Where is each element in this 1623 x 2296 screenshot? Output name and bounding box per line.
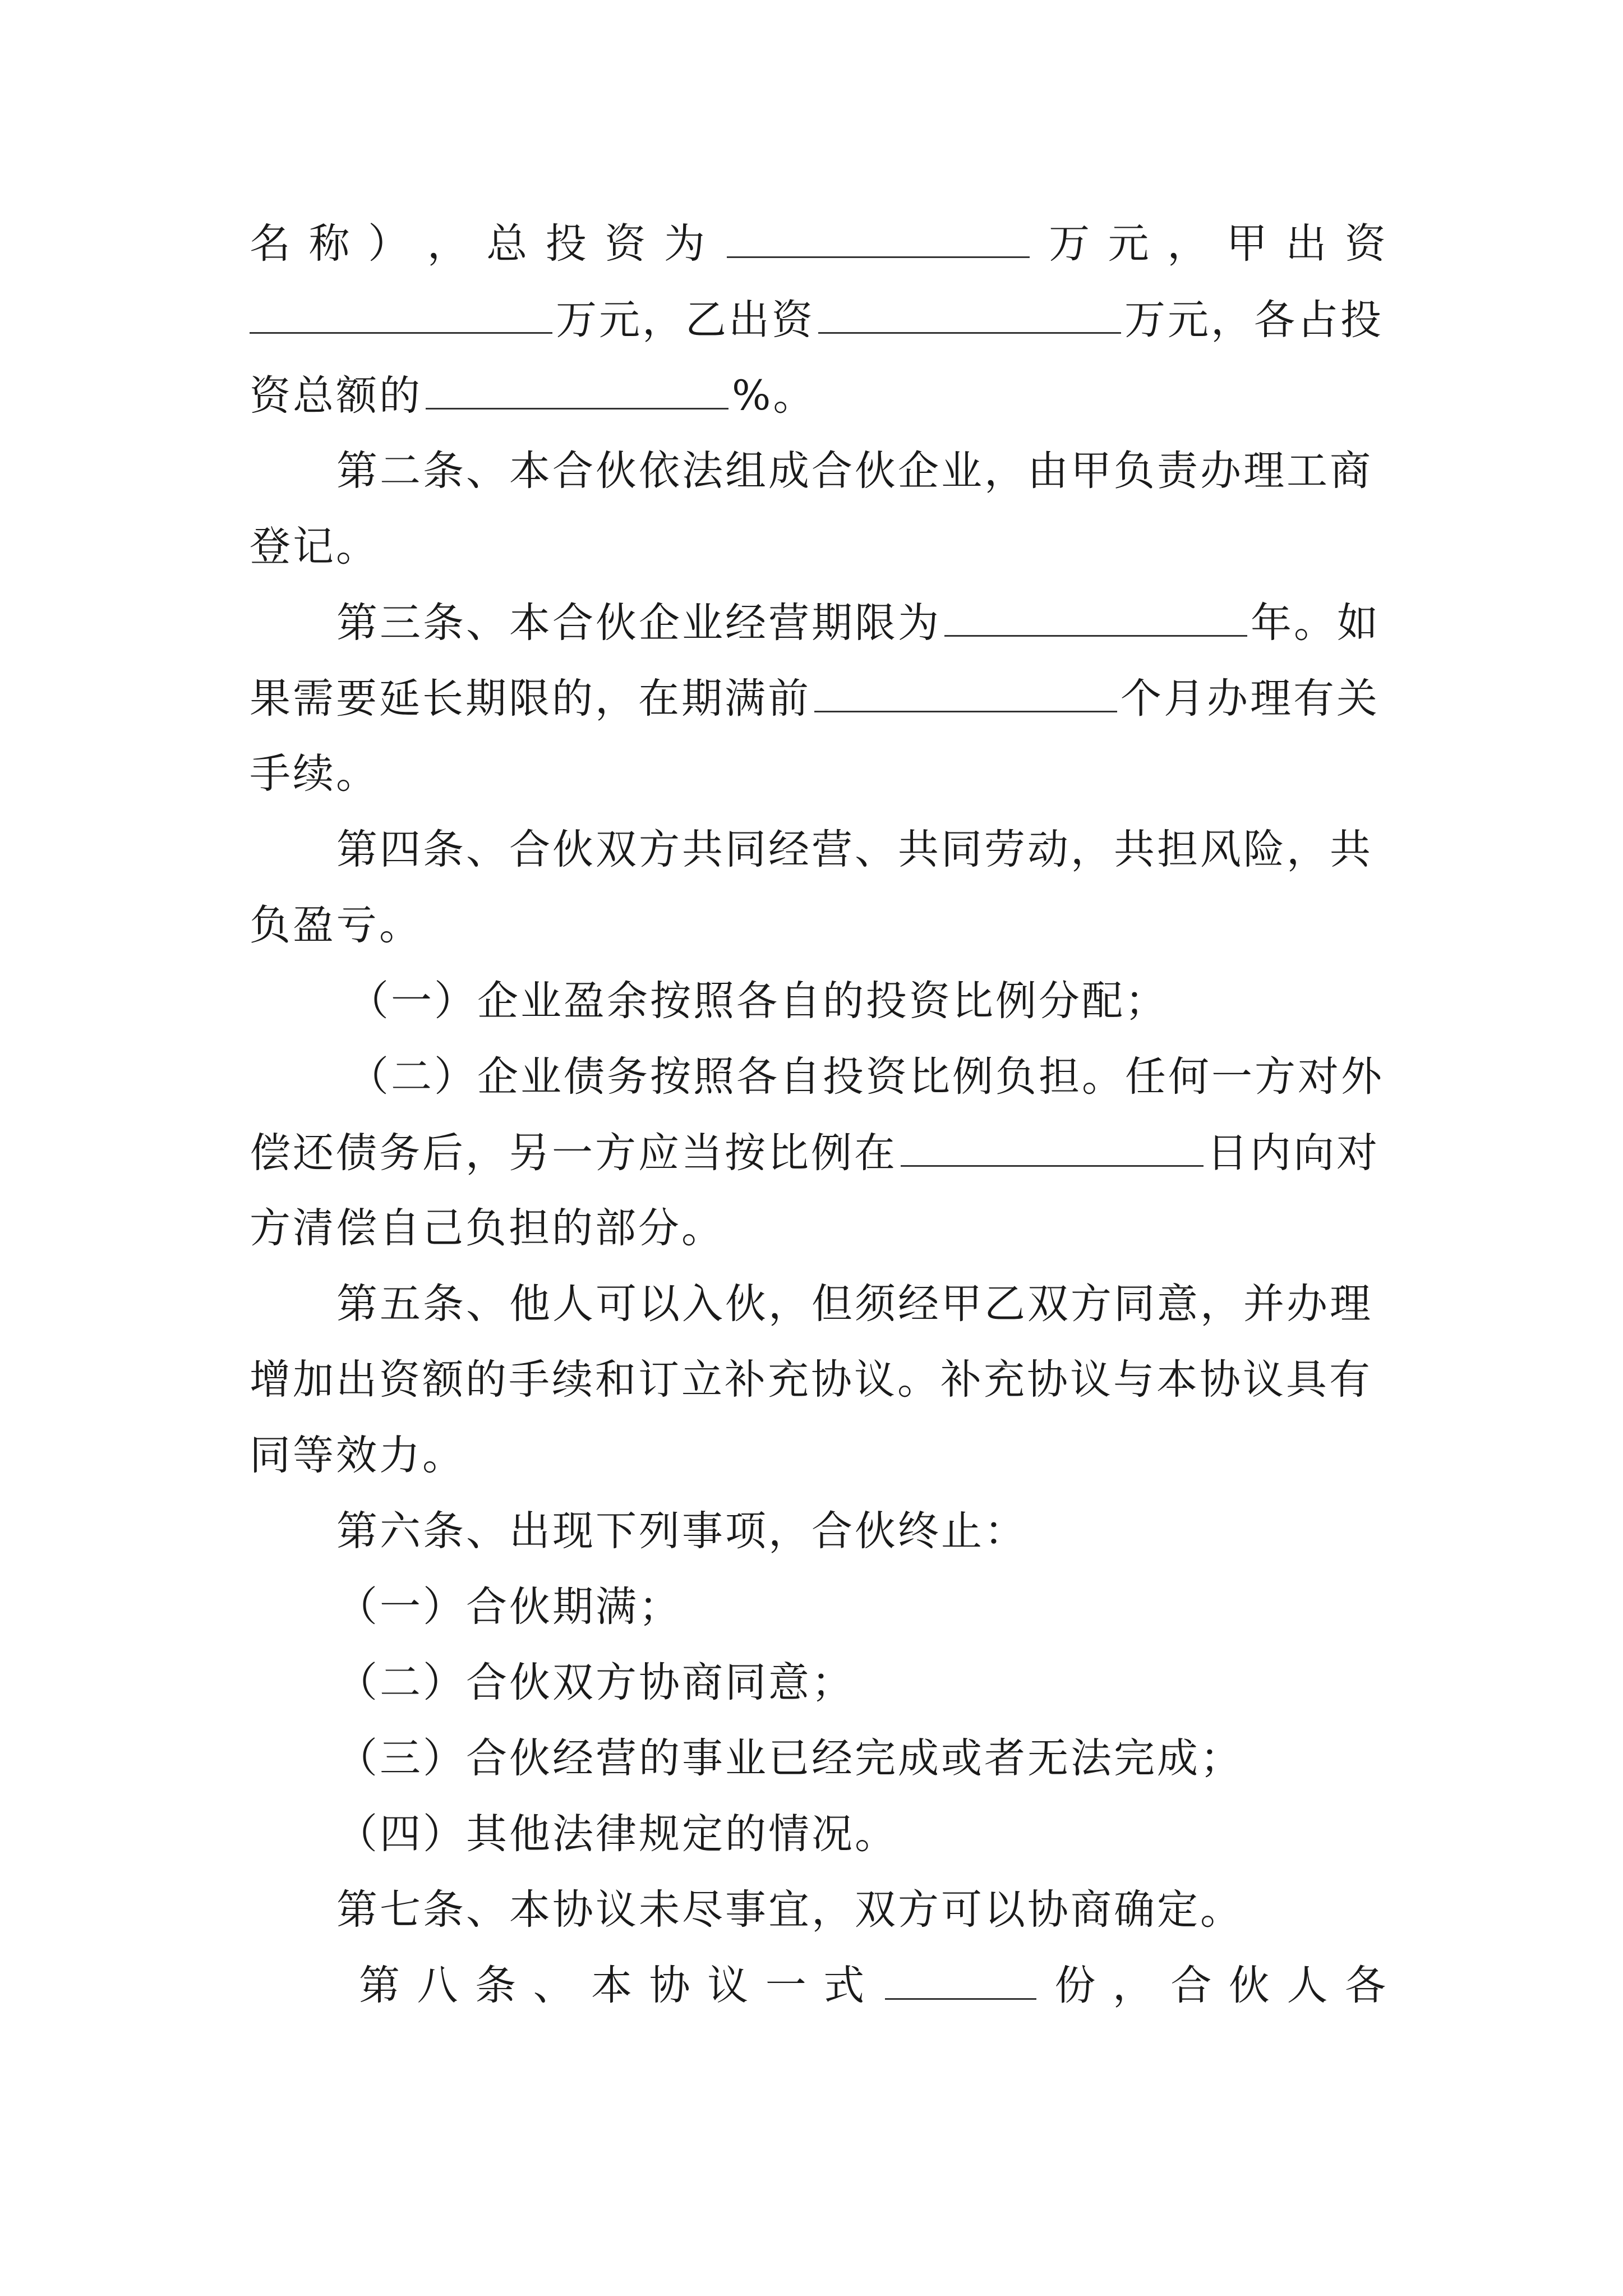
- paragraph-line-2: [250, 292, 1388, 348]
- text-segment: 万元，乙出资: [556, 296, 815, 344]
- article-3-line-1: [336, 595, 1388, 651]
- article-5-line-1: 第五条、他人可以入伙，但须经甲乙双方同意，并办理: [336, 1280, 1373, 1328]
- article-6-item-4: （四）其他法律规定的情况。: [336, 1810, 898, 1858]
- blank-party-b-investment[interactable]: [818, 292, 1121, 334]
- article-3-line-3: 手续。: [250, 750, 379, 798]
- article-3-line-2: [250, 670, 1388, 726]
- text-segment: 资总额的: [250, 372, 422, 420]
- article-2-line-2: 登记。: [250, 523, 379, 570]
- article-8-line-1: 第 八 条 、 本 协 议 一 式 份 ， 合 伙 人 各: [359, 1958, 1388, 2014]
- article-4-line-2: 负盈亏。: [250, 901, 422, 949]
- text-segment: 个月办理有关: [1121, 675, 1380, 723]
- blank-business-term-years[interactable]: [944, 595, 1247, 637]
- article-6-item-2: （二）合伙双方协商同意；: [336, 1659, 855, 1706]
- text-segment: %。: [732, 372, 817, 420]
- text-segment: 第三条、本合伙企业经营期限为: [336, 599, 941, 647]
- article-4-item-1: （一）企业盈余按照各自的投资比例分配；: [348, 977, 1168, 1025]
- blank-repayment-days[interactable]: [901, 1125, 1204, 1167]
- blank-party-a-investment[interactable]: [250, 292, 552, 334]
- article-4-item-2-line-1: （二）企业债务按照各自投资比例负担。任何一方对外: [348, 1053, 1384, 1101]
- blank-copies-count[interactable]: [885, 1958, 1036, 2000]
- blank-total-investment[interactable]: [727, 216, 1030, 258]
- article-6-item-1: （一）合伙期满；: [336, 1583, 682, 1631]
- blank-extension-months[interactable]: [814, 670, 1117, 712]
- article-5-line-3: 同等效力。: [250, 1432, 465, 1479]
- article-5-line-2: 增加出资额的手续和订立补充协议。补充协议与本协议具有: [250, 1356, 1372, 1404]
- text-segment: 日内向对: [1207, 1129, 1380, 1177]
- text-segment: 果需要延长期限的，在期满前: [250, 675, 811, 723]
- paragraph-line-3: [250, 367, 1388, 424]
- article-4-line-1: 第四条、合伙双方共同经营、共同劳动，共担风险，共: [336, 826, 1373, 873]
- blank-investment-percentage[interactable]: [426, 367, 728, 409]
- article-4-item-2-line-2: [250, 1125, 1388, 1181]
- article-7-line-1: 第七条、本协议未尽事宜，双方可以协商确定。: [336, 1886, 1243, 1934]
- text-segment: 万元，各占投: [1124, 296, 1384, 344]
- paragraph-line-1: 名 称 ） ， 总 投 资 为 万 元 ， 甲 出 资: [250, 216, 1388, 272]
- article-6-line-1: 第六条、出现下列事项，合伙终止：: [336, 1507, 1027, 1555]
- text-segment: 年。如: [1251, 599, 1380, 647]
- article-4-item-2-line-3: 方清偿自己负担的部分。: [250, 1204, 725, 1252]
- article-6-item-3: （三）合伙经营的事业已经完成或者无法完成；: [336, 1734, 1243, 1782]
- article-2-line-1: 第二条、本合伙依法组成合伙企业，由甲负责办理工商: [336, 447, 1373, 495]
- text-segment: 偿还债务后，另一方应当按比例在: [250, 1129, 897, 1177]
